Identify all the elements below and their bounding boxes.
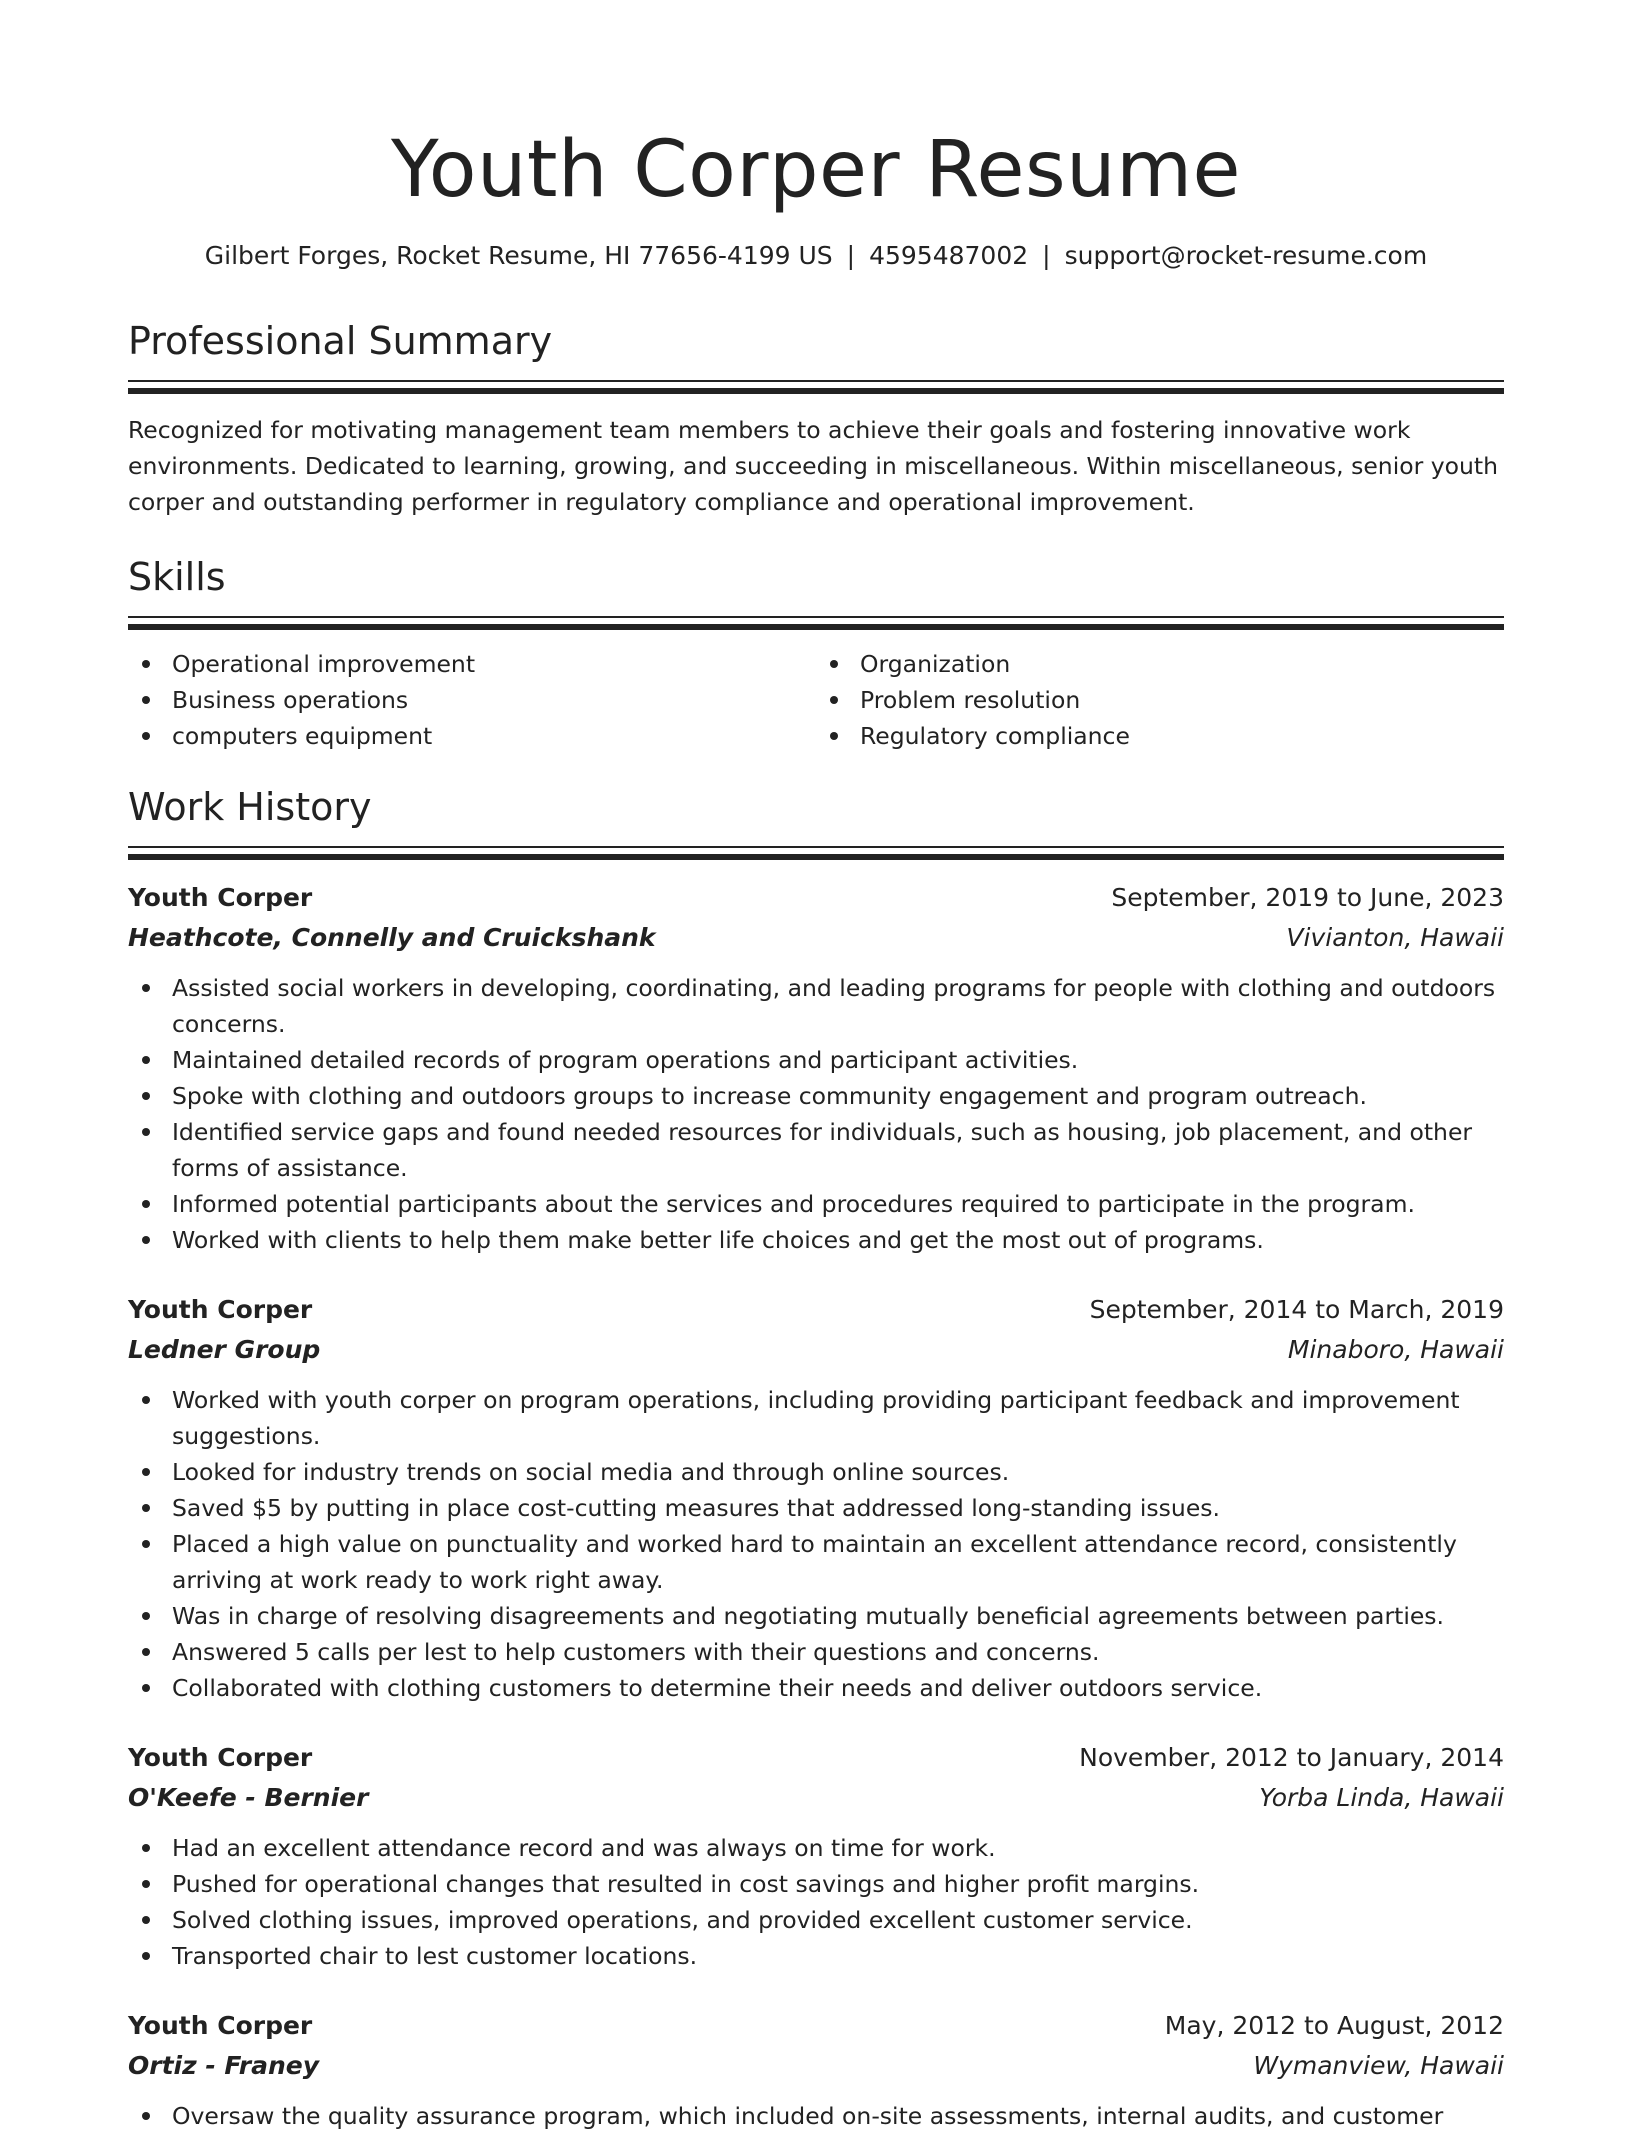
- job-bullet: Spoke with clothing and outdoors groups to increase community engagement and program outreach.: [128, 1078, 1504, 1114]
- skill-item: computers equipment: [128, 718, 816, 754]
- contact-separator: |: [1042, 241, 1051, 270]
- skill-item: Business operations: [128, 682, 816, 718]
- job-subheader: [128, 1330, 1504, 1370]
- job-bullet: Placed a high value on punctuality and worked hard to maintain an excellent attendance record, consistently arriving at work ready to work right away.: [128, 1526, 1504, 1598]
- summary-text: Recognized for motivating management team members to achieve their goals and fostering innovative work environments. Dedicated to learning, growing, and succeeding in miscellaneous. Within miscellaneous, senior youth corper and outstanding performer in regulatory compliance and operational improvement.: [128, 416, 1499, 516]
- job-bullet: Saved $5 by putting in place cost-cutting measures that addressed long-standing issues.: [128, 1490, 1504, 1526]
- job-title: Youth Corper: [128, 1743, 313, 1772]
- skill-item: Operational improvement: [128, 646, 816, 682]
- job-bullet: Worked with clients to help them make better life choices and get the most out of programs.: [128, 1222, 1504, 1258]
- job-bullet: Worked with youth corper on program operations, including providing participant feedback and improvement suggestions.: [128, 1382, 1504, 1454]
- job-bullets: [128, 1830, 1504, 1974]
- job-location: Vivianton, Hawaii: [1286, 923, 1504, 952]
- contact-line: [128, 238, 1504, 274]
- job-header: [128, 1738, 1504, 1778]
- job-bullet: Answered 5 calls per lest to help customers with their questions and concerns.: [128, 1634, 1504, 1670]
- section-heading-work: Work History: [128, 785, 372, 829]
- job-location: Wymanview, Hawaii: [1253, 2051, 1504, 2080]
- skills-columns: [128, 646, 1504, 754]
- job-bullet: Collaborated with clothing customers to determine their needs and deliver outdoors service.: [128, 1670, 1504, 1706]
- skills-list-right: [816, 646, 1504, 754]
- skill-item: Organization: [816, 646, 1504, 682]
- job-bullet: Looked for industry trends on social media and through online sources.: [128, 1454, 1504, 1490]
- job-subheader: [128, 1778, 1504, 1818]
- job-bullet: Oversaw the quality assurance program, which included on-site assessments, internal audits, and customer: [128, 2098, 1504, 2134]
- job-subheader: [128, 2046, 1504, 2086]
- job-header: [128, 2006, 1504, 2046]
- job-location: Minaboro, Hawaii: [1287, 1335, 1504, 1364]
- job-subheader: [128, 918, 1504, 958]
- contact-phone: 4595487002: [869, 241, 1029, 270]
- job-dates: September, 2014 to March, 2019: [1089, 1295, 1504, 1324]
- contact-email: support@rocket-resume.com: [1064, 241, 1428, 270]
- job-entry: [128, 878, 1504, 1258]
- skills-list-left: [128, 646, 816, 754]
- job-dates: May, 2012 to August, 2012: [1164, 2011, 1504, 2040]
- job-company: Heathcote, Connelly and Cruickshank: [128, 923, 656, 952]
- job-dates: November, 2012 to January, 2014: [1079, 1743, 1504, 1772]
- job-company: O'Keefe - Bernier: [128, 1783, 369, 1812]
- job-bullet: Maintained detailed records of program operations and participant activities.: [128, 1042, 1504, 1078]
- job-title: Youth Corper: [128, 2011, 313, 2040]
- work-history-section: [128, 782, 1504, 2134]
- job-entry: [128, 1290, 1504, 1706]
- job-dates: September, 2019 to June, 2023: [1111, 883, 1504, 912]
- job-bullet: Identified service gaps and found needed resources for individuals, such as housing, job placement, and other forms of assistance.: [128, 1114, 1504, 1186]
- job-title: Youth Corper: [128, 1295, 313, 1324]
- job-bullet: Pushed for operational changes that resulted in cost savings and higher profit margins.: [128, 1866, 1504, 1902]
- contact-address: Gilbert Forges, Rocket Resume, HI 77656-4199 US: [204, 241, 833, 270]
- job-company: Ledner Group: [128, 1335, 321, 1364]
- job-bullet: Was in charge of resolving disagreements and negotiating mutually beneficial agreements between parties.: [128, 1598, 1504, 1634]
- section-heading-skills: Skills: [128, 555, 226, 599]
- job-bullet: Assisted social workers in developing, coordinating, and leading programs for people with clothing and outdoors concerns.: [128, 970, 1504, 1042]
- job-entry: [128, 1738, 1504, 1974]
- job-bullets: [128, 970, 1504, 1258]
- job-entry: [128, 2006, 1504, 2134]
- section-heading-summary: Professional Summary: [128, 319, 553, 363]
- section-divider: [128, 380, 1504, 394]
- job-bullet: Had an excellent attendance record and was always on time for work.: [128, 1830, 1504, 1866]
- job-bullet: Solved clothing issues, improved operations, and provided excellent customer service.: [128, 1902, 1504, 1938]
- job-header: [128, 878, 1504, 918]
- job-bullet: Informed potential participants about the services and procedures required to participate in the program.: [128, 1186, 1504, 1222]
- skill-item: Problem resolution: [816, 682, 1504, 718]
- job-company: Ortiz - Franey: [128, 2051, 320, 2080]
- job-bullets: [128, 2098, 1504, 2134]
- resume-title: Youth Corper Resume: [390, 125, 1242, 215]
- professional-summary-section: [128, 316, 1504, 520]
- section-divider: [128, 616, 1504, 630]
- job-bullets: [128, 1382, 1504, 1706]
- job-bullet: Transported chair to lest customer locations.: [128, 1938, 1504, 1974]
- contact-separator: |: [846, 241, 856, 270]
- section-divider: [128, 846, 1504, 860]
- job-location: Yorba Linda, Hawaii: [1259, 1783, 1504, 1812]
- resume-content: [128, 120, 1504, 2134]
- skill-item: Regulatory compliance: [816, 718, 1504, 754]
- job-title: Youth Corper: [128, 883, 313, 912]
- job-header: [128, 1290, 1504, 1330]
- skills-section: [128, 552, 1504, 754]
